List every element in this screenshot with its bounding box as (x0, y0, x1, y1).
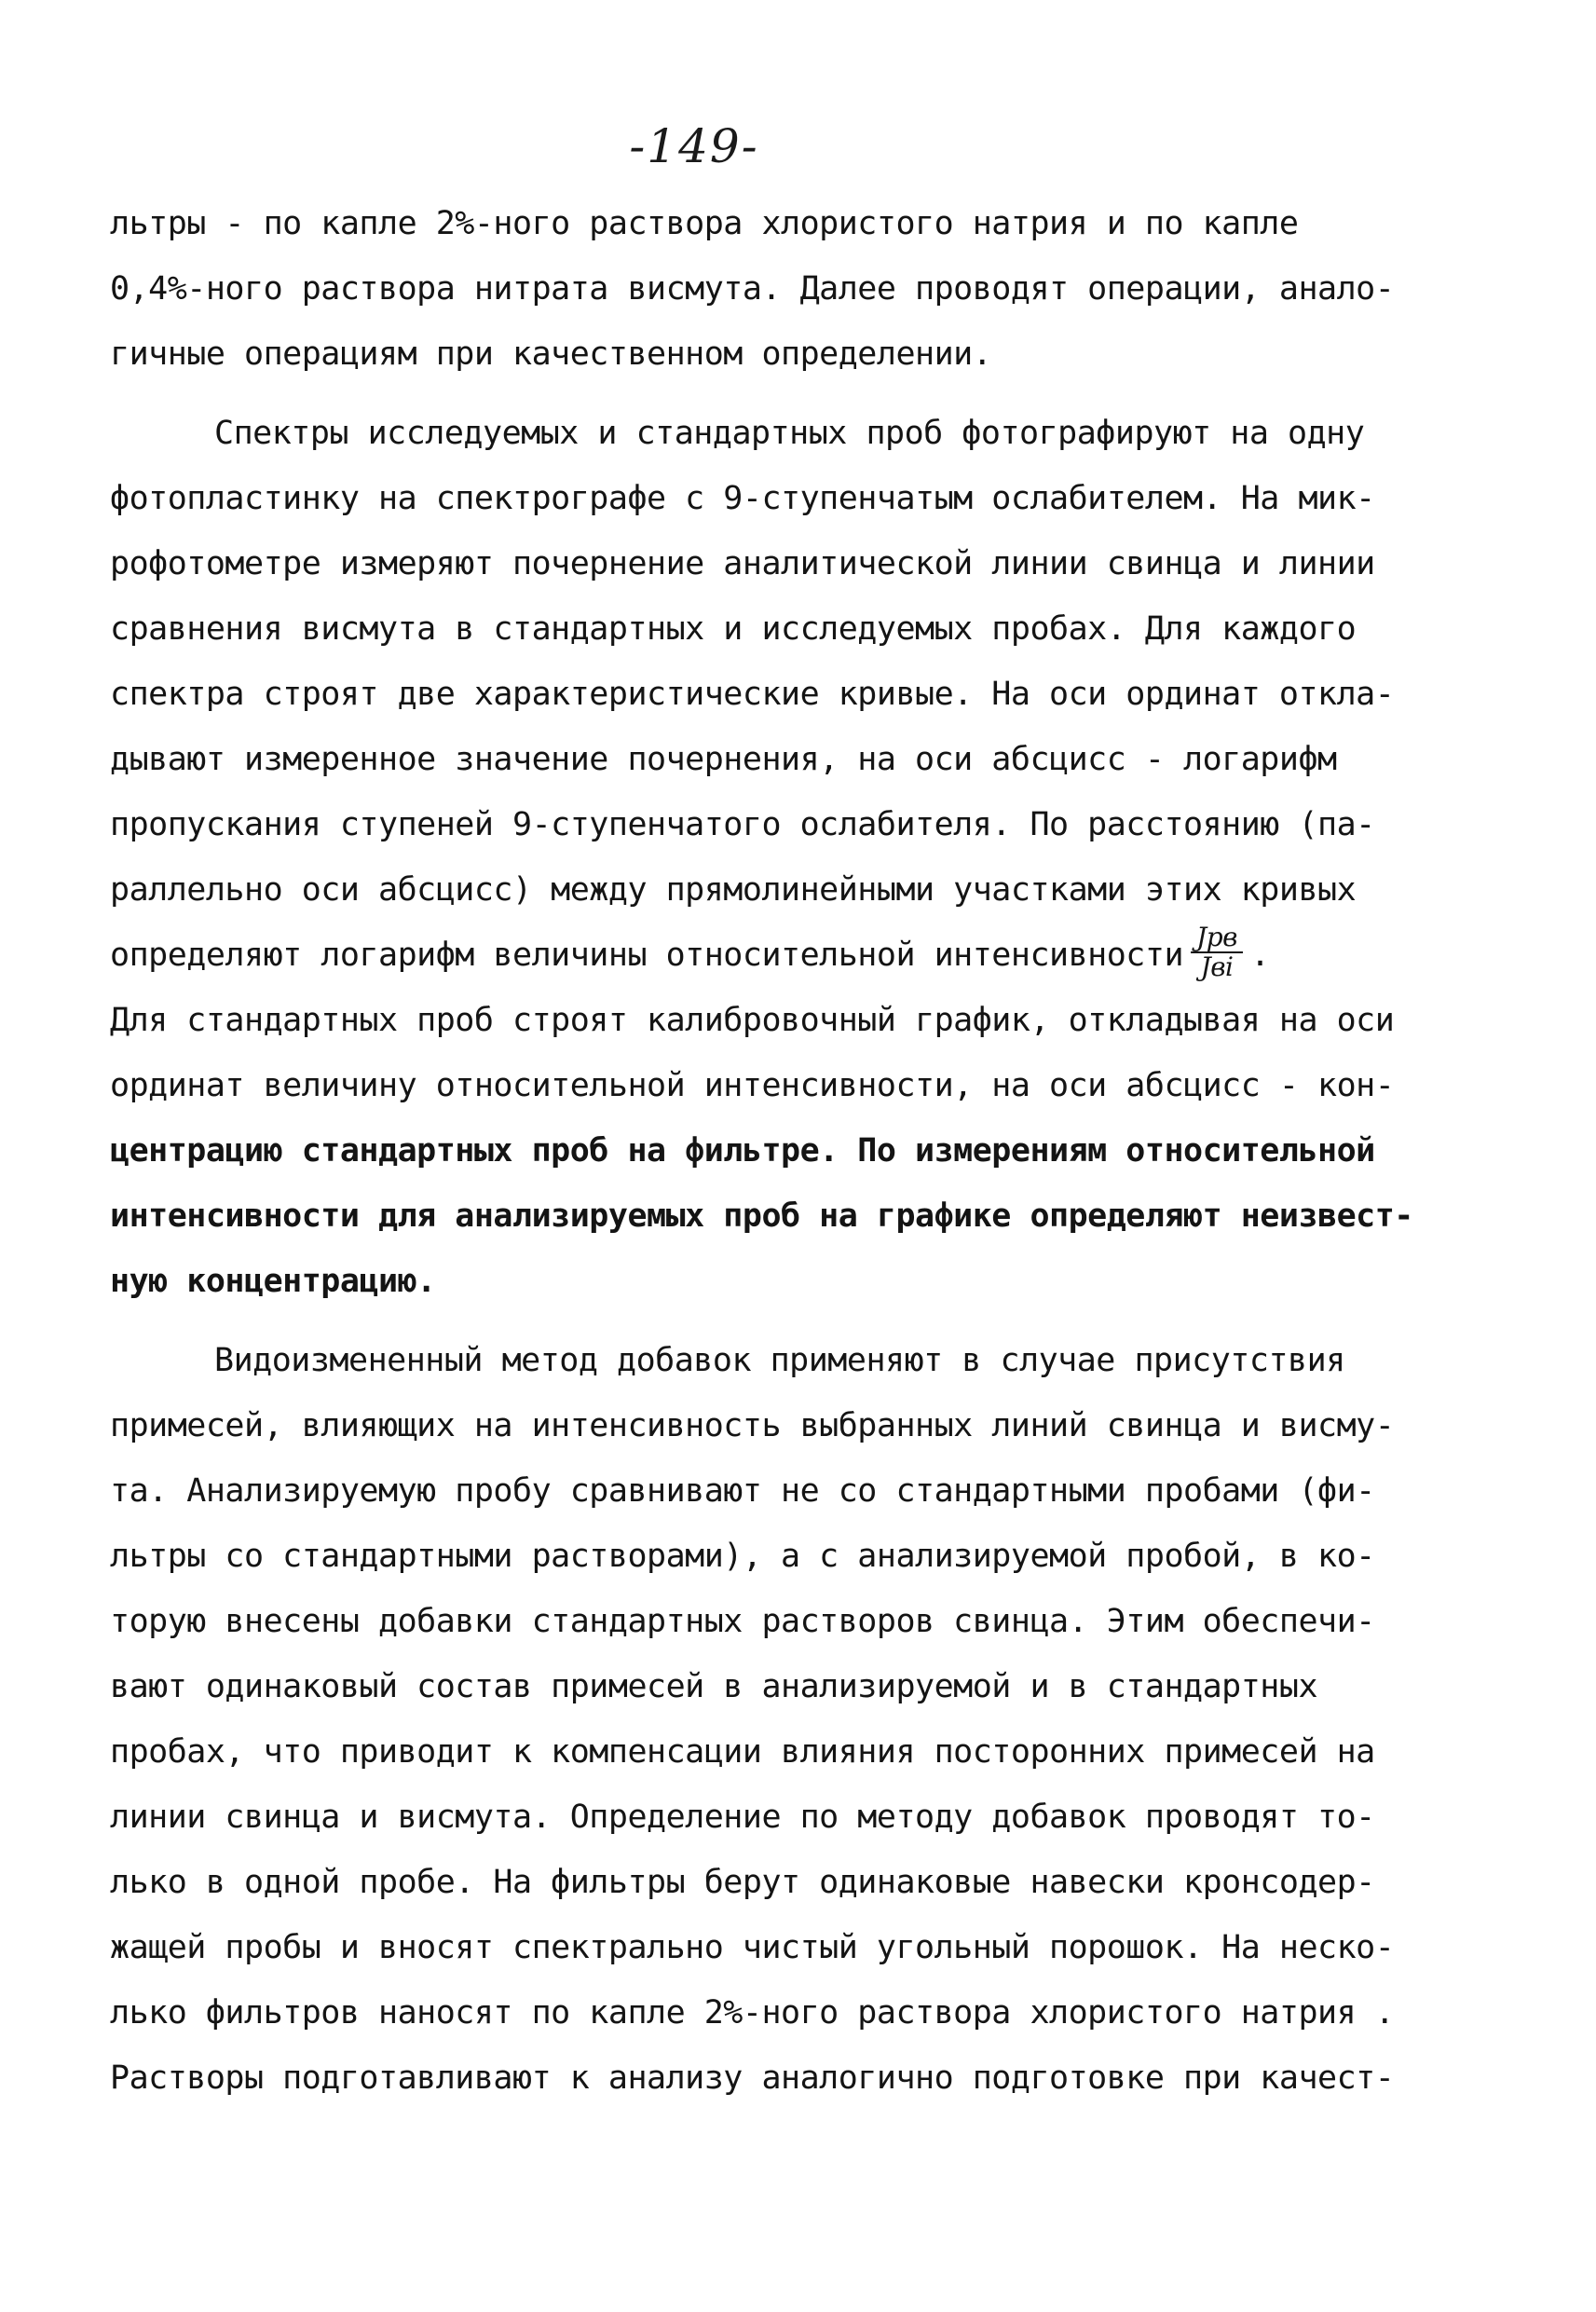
text-line: ную концентрацию. (110, 1263, 436, 1300)
text-line: та. Анализируемую пробу сравнивают не со стандартными пробами (фи- (110, 1472, 1375, 1510)
intensity-ratio-fraction (1191, 923, 1243, 981)
text-line: рофотометре измеряют почернение аналитической линии свинца и линии (110, 545, 1375, 582)
text-line: центрацию стандартных проб на фильтре. По измерениям относительной (110, 1132, 1375, 1170)
text-line: льтры - по капле 2%-ного раствора хлористого натрия и по капле (110, 205, 1299, 242)
paragraph-1 (110, 191, 1498, 387)
text-line: льтры со стандартными растворами), а с анализируемой пробой, в ко- (110, 1538, 1375, 1575)
text-line: пробах, что приводит к компенсации влияния посторонних примесей на (110, 1733, 1375, 1771)
fraction-numerator: Jрв (1191, 923, 1243, 953)
text-line: примесей, влияющих на интенсивность выбранных линий свинца и висму- (110, 1407, 1395, 1444)
text-line: сравнения висмута в стандартных и исследуемых пробах. Для каждого (110, 610, 1357, 648)
text-segment: определяют логарифм величины относительной интенсивности (110, 937, 1184, 974)
page-number: -149- (629, 119, 759, 173)
text-line: гичные операциям при качественном определении. (110, 335, 992, 373)
text-line: спектра строят две характеристические кривые. На оси ординат откла- (110, 676, 1395, 713)
text-line: лько фильтров наносят по капле 2%-ного раствора хлористого натрия . (110, 1994, 1395, 2032)
text-line: Видоизмененный метод добавок применяют в случае присутствия (214, 1342, 1345, 1379)
text-line: Растворы подготавливают к анализу аналогично подготовке при качест- (110, 2059, 1395, 2097)
text-line: пропускания ступеней 9-ступенчатого ослабителя. По расстоянию (па- (110, 806, 1375, 843)
text-line-with-fraction (110, 923, 1498, 988)
text-line: дывают измеренное значение почернения, на оси абсцисс - логарифм (110, 741, 1337, 778)
body-text (110, 191, 1498, 2111)
text-line: лько в одной пробе. На фильтры берут одинаковые навески кронсодер- (110, 1864, 1375, 1901)
text-line: Для стандартных проб строят калибровочный график, откладывая на оси (110, 1002, 1395, 1039)
text-line: 0,4%-ного раствора нитрата висмута. Далее проводят операции, анало- (110, 270, 1395, 308)
text-line: линии свинца и висмута. Определение по методу добавок проводят то- (110, 1799, 1375, 1836)
text-line: раллельно оси абсцисс) между прямолинейными участками этих кривых (110, 871, 1357, 909)
fraction-denominator: Jвi (1200, 951, 1234, 982)
text-line: вают одинаковый состав примесей в анализируемой и в стандартных (110, 1668, 1318, 1705)
fraction-trailing-period: . (1249, 937, 1270, 974)
text-line: ординат величину относительной интенсивности, на оси абсцисс - кон- (110, 1067, 1395, 1104)
paragraph-2 (110, 401, 1498, 1314)
text-line: жащей пробы и вносят спектрально чистый угольный порошок. На неско- (110, 1929, 1395, 1966)
text-line: Спектры исследуемых и стандартных проб фотографируют на одну (214, 415, 1365, 452)
paragraph-3 (110, 1328, 1498, 2111)
text-line: торую внесены добавки стандартных растворов свинца. Этим обеспечи- (110, 1603, 1375, 1640)
text-line: интенсивности для анализируемых проб на графике определяют неизвест- (110, 1197, 1413, 1235)
text-line: фотопластинку на спектрографе с 9-ступенчатым ослабителем. На мик- (110, 480, 1375, 517)
